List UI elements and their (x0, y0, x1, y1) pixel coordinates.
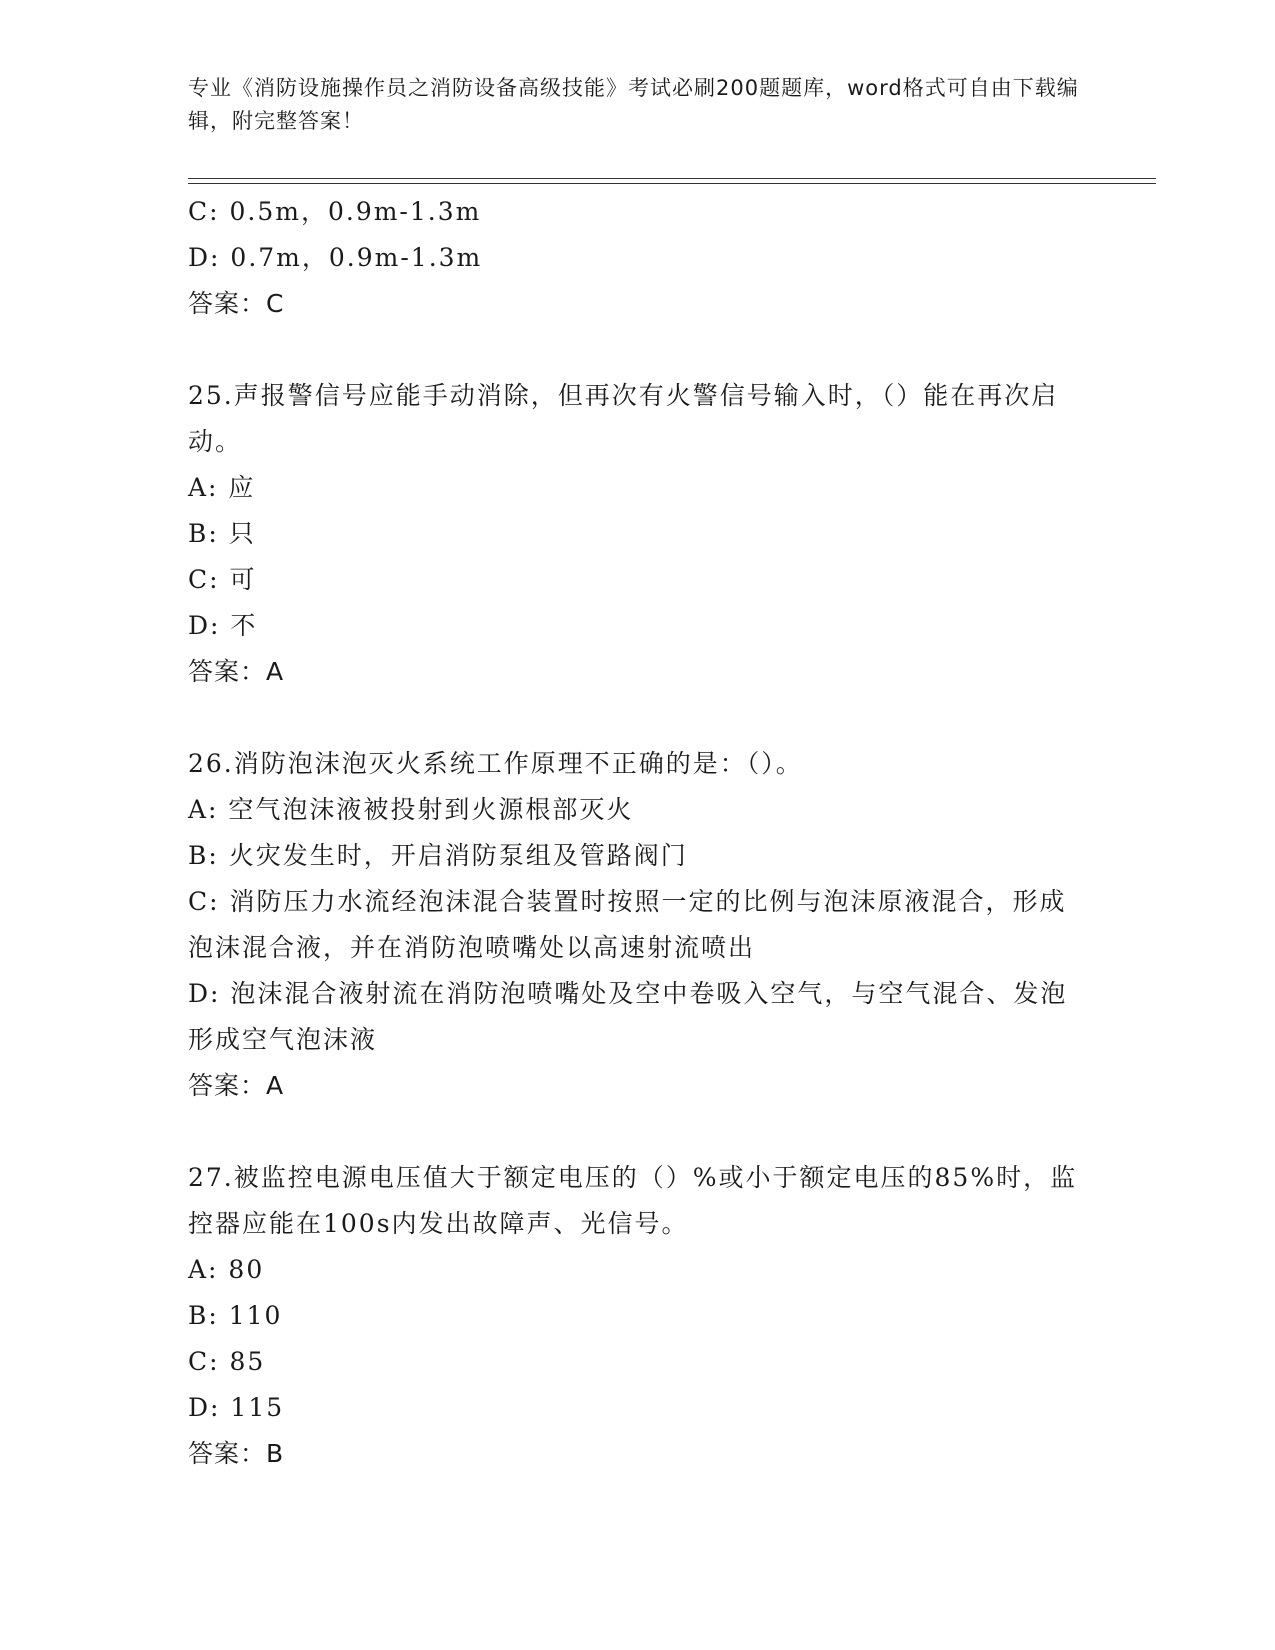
spacer (188, 327, 1088, 373)
spacer (188, 695, 1088, 741)
spacer (188, 1109, 1088, 1155)
answer-line: 答案：A (188, 657, 285, 686)
question-text: 26.消防泡沫泡灭火系统工作原理不正确的是：（）。 (188, 749, 803, 778)
option-d: D: 0.7m，0.9m-1.3m (188, 243, 483, 272)
question-27 (188, 1155, 1088, 1477)
question-25 (188, 373, 1088, 695)
option-c: C: 0.5m，0.9m-1.3m (188, 197, 482, 226)
question-24-continuation (188, 189, 1088, 327)
answer-line: 答案：A (188, 1071, 285, 1100)
option-a: A: 应 (188, 473, 256, 502)
option-b: B: 110 (188, 1301, 283, 1330)
option-b: B: 只 (188, 519, 256, 548)
option-c: C: 85 (188, 1347, 266, 1376)
question-list (188, 189, 1088, 1477)
option-a: A: 80 (188, 1255, 265, 1284)
option-d: D: 115 (188, 1393, 285, 1422)
option-a: A: 空气泡沫液被投射到火源根部灭火 (188, 795, 634, 824)
question-text: 27.被监控电源电压值大于额定电压的（）%或小于额定电压的85%时，监控器应能在100s内发出故障声、光信号。 (188, 1163, 1078, 1238)
option-c: C: 可 (188, 565, 257, 594)
option-c: C: 消防压力水流经泡沫混合装置时按照一定的比例与泡沫原液混合，形成泡沫混合液，并在消防泡喷嘴处以高速射流喷出 (188, 887, 1067, 962)
answer-line: 答案：B (188, 1439, 285, 1468)
option-b: B: 火灾发生时，开启消防泵组及管路阀门 (188, 841, 688, 870)
option-d: D: 泡沫混合液射流在消防泡喷嘴处及空中卷吸入空气，与空气混合、发泡形成空气泡沫液 (188, 979, 1068, 1054)
document-header: 专业《消防设施操作员之消防设备高级技能》考试必刷200题题库，word格式可自由下载编辑，附完整答案！ (188, 76, 1079, 133)
question-text: 25.声报警信号应能手动消除，但再次有火警信号输入时，（）能在再次启动。 (188, 381, 1059, 456)
question-26 (188, 741, 1088, 1109)
header-divider-top (188, 178, 1156, 179)
option-d: D: 不 (188, 611, 258, 640)
header-divider-bottom (188, 183, 1156, 184)
answer-line: 答案：C (188, 289, 285, 318)
